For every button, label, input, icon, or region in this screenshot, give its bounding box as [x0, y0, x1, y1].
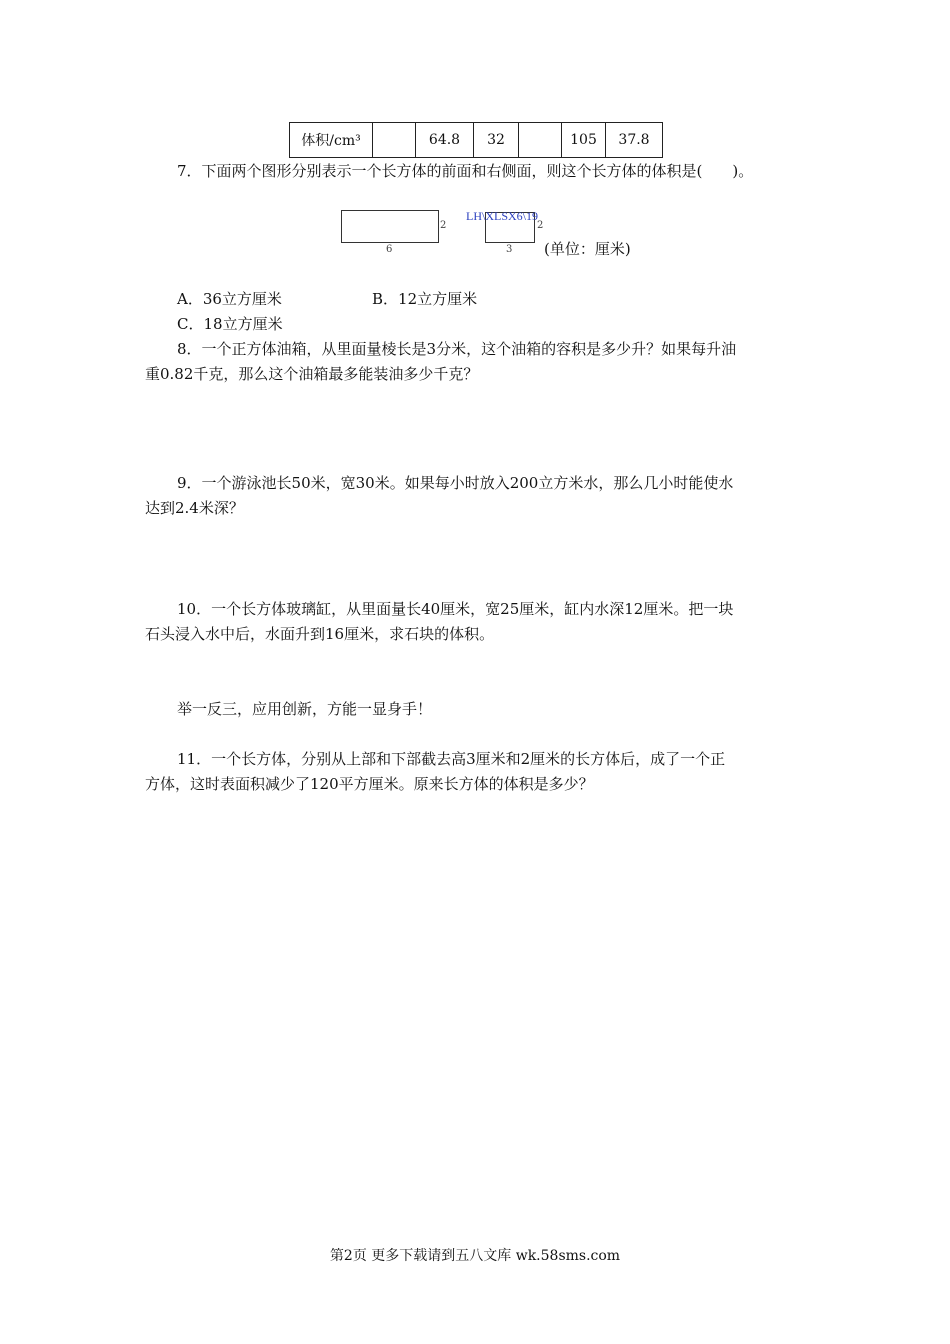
question-9-line1: 9．一个游泳池长50米，宽30米。如果每小时放入200立方米水，那么几小时能使水 [177, 474, 734, 492]
option-c: C．18立方厘米 [177, 315, 283, 333]
side-width-label: 3 [506, 244, 513, 255]
question-8-line1: 8．一个正方体油箱，从里面量棱长是3分米，这个油箱的容积是多少升？如果每升油 [177, 340, 737, 358]
unit-label: (单位：厘米) [544, 240, 631, 258]
table-cell [373, 123, 416, 158]
question-11-line2: 方体，这时表面积减少了120平方厘米。原来长方体的体积是多少？ [145, 775, 594, 793]
table-cell: 105 [562, 123, 606, 158]
volume-table [289, 122, 663, 158]
figure-watermark: LH\XLSX6\19 [466, 209, 538, 223]
table-cell: 37.8 [606, 123, 663, 158]
front-face-rect [341, 210, 439, 243]
option-a: A．36立方厘米 [177, 290, 282, 308]
front-height-label: 2 [440, 220, 447, 231]
question-11-line1: 11．一个长方体，分别从上部和下部截去高3厘米和2厘米的长方体后，成了一个正 [177, 750, 726, 768]
question-7-text: 7．下面两个图形分别表示一个长方体的前面和右侧面，则这个长方体的体积是( )。 [177, 162, 754, 180]
table-cell [519, 123, 562, 158]
table-cell: 64.8 [416, 123, 474, 158]
question-8-line2: 重0.82千克，那么这个油箱最多能装油多少千克？ [145, 365, 479, 383]
option-b: B．12立方厘米 [372, 290, 478, 308]
page-footer: 第2页 更多下载请到五八文库 wk.58sms.com [329, 1248, 621, 1264]
side-height-label: 2 [537, 220, 544, 231]
front-width-label: 6 [386, 244, 393, 255]
table-cell: 体积/cm³ [290, 123, 373, 158]
section-heading: 举一反三，应用创新，方能一显身手！ [177, 700, 433, 718]
question-10-line2: 石头浸入水中后，水面升到16厘米，求石块的体积。 [145, 625, 495, 643]
question-10-line1: 10．一个长方体玻璃缸，从里面量长40厘米，宽25厘米，缸内水深12厘米。把一块 [177, 600, 734, 618]
question-9-line2: 达到2.4米深？ [145, 499, 244, 517]
table-row [290, 123, 663, 158]
table-cell: 32 [474, 123, 519, 158]
